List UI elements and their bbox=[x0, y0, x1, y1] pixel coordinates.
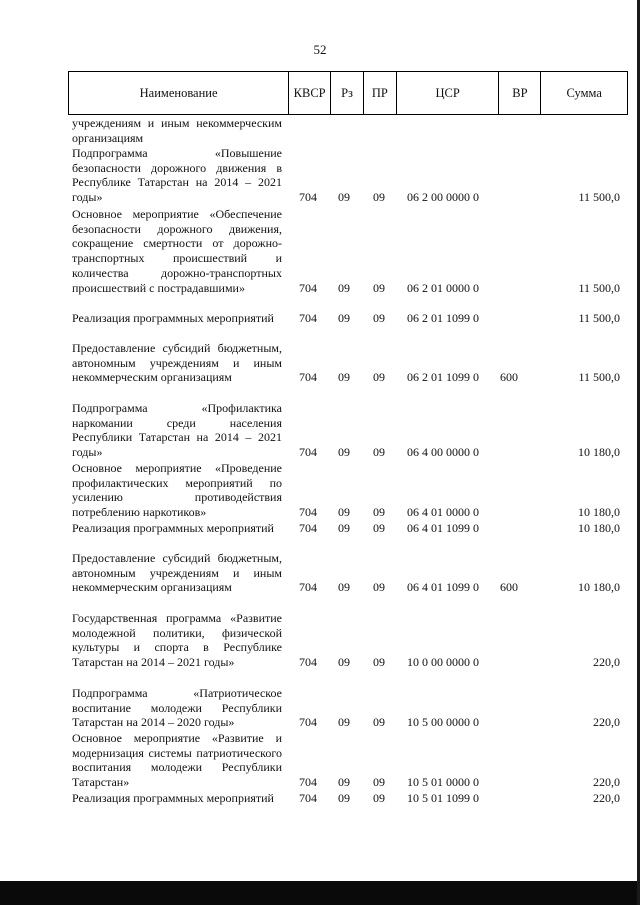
cell-rz: 09 bbox=[338, 715, 350, 730]
row-name: Основное мероприятие «Развитие и модернизация системы патриотического воспитания молодежи Республики Татарстан» bbox=[72, 731, 282, 790]
header-sum: Сумма bbox=[540, 72, 627, 114]
cell-kvsr: 704 bbox=[299, 190, 317, 205]
row-name: Реализация программных мероприятий bbox=[72, 791, 274, 805]
scan-border-bottom bbox=[0, 881, 640, 905]
cell-vr: 600 bbox=[500, 580, 518, 595]
cell-pr: 09 bbox=[373, 655, 385, 670]
cell-pr: 09 bbox=[373, 370, 385, 385]
cell-kvsr: 704 bbox=[299, 791, 317, 805]
cell-sum: 220,0 bbox=[593, 715, 620, 730]
row-name: Предоставление субсидий бюджетным, автономным учреждениям и иным некоммерческим организациям bbox=[72, 341, 282, 385]
row-name: Подпрограмма «Патриотическое воспитание молодежи Республики Татарстан на 2014 – 2020 годы» bbox=[72, 686, 282, 730]
row-name: Подпрограмма «Повышение безопасности дорожного движения в Республике Татарстан на 2014 – 2021 годы» bbox=[72, 146, 282, 205]
header-kvsr: КВСР bbox=[288, 72, 330, 114]
cell-rz: 09 bbox=[338, 791, 350, 805]
row-name: Основное мероприятие «Обеспечение безопасности дорожного движения, сокращение смертности от дорожно-транспортных происшествий и количества дорожно-транспортных происшествий с пострадавшими» bbox=[72, 207, 282, 295]
cell-kvsr: 704 bbox=[299, 505, 317, 520]
cell-csr: 10 5 01 1099 0 bbox=[407, 791, 479, 805]
row-name: Государственная программа «Развитие молодежной политики, физической культуры и спорта в Республике Татарстан на 2014 – 2021 годы» bbox=[72, 611, 282, 670]
cell-csr: 06 4 01 1099 0 bbox=[407, 521, 479, 535]
cell-csr: 10 5 00 0000 0 bbox=[407, 715, 479, 730]
cell-kvsr: 704 bbox=[299, 521, 317, 535]
table-row bbox=[72, 461, 624, 520]
cell-sum: 11 500,0 bbox=[578, 190, 620, 205]
header-pr: ПР bbox=[363, 72, 396, 114]
table-row bbox=[72, 341, 624, 385]
cell-kvsr: 704 bbox=[299, 445, 317, 460]
cell-kvsr: 704 bbox=[299, 311, 317, 325]
cell-sum: 10 180,0 bbox=[578, 580, 620, 595]
cell-kvsr: 704 bbox=[299, 775, 317, 790]
cell-kvsr: 704 bbox=[299, 655, 317, 670]
cell-rz: 09 bbox=[338, 580, 350, 595]
cell-sum: 10 180,0 bbox=[578, 505, 620, 520]
cell-csr: 06 4 01 0000 0 bbox=[407, 505, 479, 520]
cell-pr: 09 bbox=[373, 445, 385, 460]
header-csr: ЦСР bbox=[396, 72, 499, 114]
cell-sum: 11 500,0 bbox=[578, 370, 620, 385]
cell-csr: 10 0 00 0000 0 bbox=[407, 655, 479, 670]
cell-kvsr: 704 bbox=[299, 580, 317, 595]
cell-pr: 09 bbox=[373, 280, 385, 295]
row-name: Реализация программных мероприятий bbox=[72, 311, 274, 325]
table-row bbox=[72, 521, 624, 536]
cell-csr: 06 2 01 1099 0 bbox=[407, 370, 479, 385]
cell-pr: 09 bbox=[373, 505, 385, 520]
table-row bbox=[72, 146, 624, 205]
cell-csr: 06 2 01 0000 0 bbox=[407, 280, 479, 295]
table-row bbox=[72, 116, 624, 145]
table-row bbox=[72, 611, 624, 670]
cell-sum: 220,0 bbox=[593, 655, 620, 670]
cell-csr: 10 5 01 0000 0 bbox=[407, 775, 479, 790]
cell-csr: 06 4 01 1099 0 bbox=[407, 580, 479, 595]
cell-vr: 600 bbox=[500, 370, 518, 385]
cell-pr: 09 bbox=[373, 580, 385, 595]
cell-pr: 09 bbox=[373, 521, 385, 535]
cell-sum: 11 500,0 bbox=[578, 311, 620, 325]
row-name: Предоставление субсидий бюджетным, автономным учреждениям и иным некоммерческим организациям bbox=[72, 551, 282, 595]
cell-pr: 09 bbox=[373, 190, 385, 205]
cell-csr: 06 2 00 0000 0 bbox=[407, 190, 479, 205]
table-row bbox=[72, 791, 624, 806]
cell-kvsr: 704 bbox=[299, 715, 317, 730]
cell-sum: 11 500,0 bbox=[578, 280, 620, 295]
cell-kvsr: 704 bbox=[299, 370, 317, 385]
cell-rz: 09 bbox=[338, 521, 350, 535]
cell-rz: 09 bbox=[338, 655, 350, 670]
cell-sum: 220,0 bbox=[593, 791, 620, 805]
cell-rz: 09 bbox=[338, 190, 350, 205]
cell-rz: 09 bbox=[338, 775, 350, 790]
header-vr: ВР bbox=[498, 72, 540, 114]
cell-rz: 09 bbox=[338, 370, 350, 385]
cell-rz: 09 bbox=[338, 445, 350, 460]
cell-pr: 09 bbox=[373, 775, 385, 790]
row-name: Основное мероприятие «Проведение профилактических мероприятий по усилению противодействия потреблению наркотиков» bbox=[72, 461, 282, 520]
header-name: Наименование bbox=[139, 85, 218, 100]
row-name: Подпрограмма «Профилактика наркомании среди населения Республики Татарстан на 2014 – 2021 годы» bbox=[72, 401, 282, 460]
table-row bbox=[72, 311, 624, 326]
table-header bbox=[68, 71, 628, 115]
cell-rz: 09 bbox=[338, 505, 350, 520]
header-rz: Рз bbox=[330, 72, 363, 114]
table-row bbox=[72, 731, 624, 790]
table-row bbox=[72, 551, 624, 595]
row-name: учреждениям и иным некоммерческим организациям bbox=[72, 116, 282, 145]
cell-rz: 09 bbox=[338, 280, 350, 295]
cell-rz: 09 bbox=[338, 311, 350, 325]
cell-pr: 09 bbox=[373, 791, 385, 805]
cell-csr: 06 4 00 0000 0 bbox=[407, 445, 479, 460]
row-name: Реализация программных мероприятий bbox=[72, 521, 274, 535]
cell-pr: 09 bbox=[373, 311, 385, 325]
cell-csr: 06 2 01 1099 0 bbox=[407, 311, 479, 325]
cell-sum: 220,0 bbox=[593, 775, 620, 790]
cell-sum: 10 180,0 bbox=[578, 521, 620, 535]
cell-pr: 09 bbox=[373, 715, 385, 730]
table-row bbox=[72, 207, 624, 295]
cell-kvsr: 704 bbox=[299, 280, 317, 295]
table-row bbox=[72, 686, 624, 730]
table-row bbox=[72, 401, 624, 460]
page-number: 52 bbox=[313, 42, 327, 57]
cell-sum: 10 180,0 bbox=[578, 445, 620, 460]
